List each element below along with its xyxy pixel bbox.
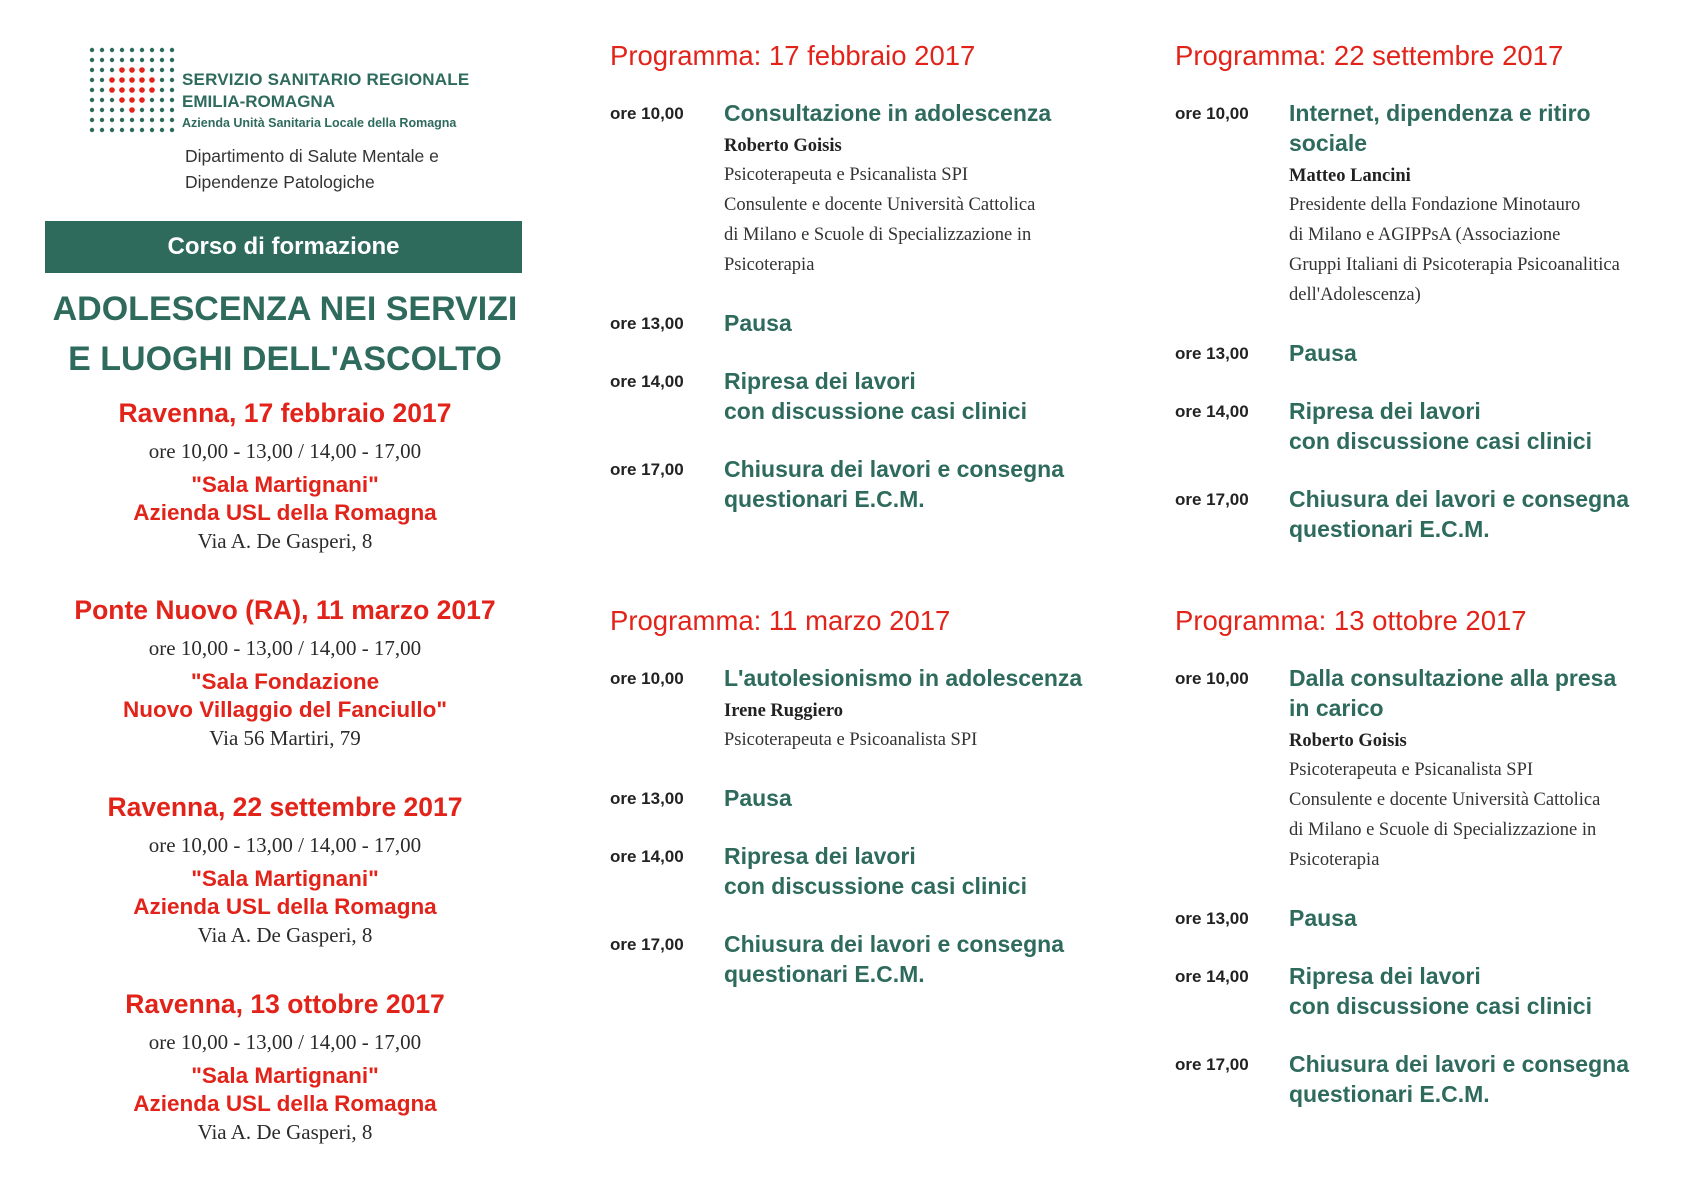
slot-title-line: Ripresa dei lavori: [724, 843, 916, 869]
logo-dot-red: [129, 67, 135, 73]
programme-title: Programma: 17 febbraio 2017: [610, 40, 976, 71]
logo-dot-green: [150, 128, 154, 132]
schedule-slot: [1175, 903, 1665, 933]
logo-dot-green: [130, 128, 134, 132]
slot-title-line: Chiusura dei lavori e consegna: [1289, 1051, 1629, 1077]
speaker-name: Roberto Goisis: [724, 136, 842, 156]
slot-title-line: Pausa: [1289, 905, 1357, 931]
logo-dot-green: [90, 128, 94, 132]
venue-hours: ore 10,00 - 13,00 / 14,00 - 17,00: [148, 636, 422, 660]
slot-title: [724, 783, 1100, 813]
slot-title-line: questionari E.C.M.: [1289, 516, 1490, 542]
slot-title: [724, 454, 1100, 514]
slot-time: ore 13,00: [1175, 344, 1249, 363]
schedule-slot: [1175, 338, 1665, 368]
slot-title: [1289, 338, 1665, 368]
logo-dot-red: [119, 67, 125, 73]
slot-title-line: Chiusura dei lavori e consegna: [724, 931, 1064, 957]
speaker-role: [724, 725, 1100, 755]
logo-dot-green: [150, 108, 154, 112]
slot-title: [1289, 484, 1665, 544]
venue-hours: ore 10,00 - 13,00 / 14,00 - 17,00: [148, 1030, 422, 1054]
venue-name-line-2: Azienda USL della Romagna: [133, 500, 437, 525]
logo-dot-green: [170, 88, 174, 92]
logo-dot-green: [170, 68, 174, 72]
logo-dot-green: [90, 108, 94, 112]
logo-dot-green: [170, 108, 174, 112]
speaker-role-line: Consulente e docente Università Cattolica: [1289, 790, 1601, 810]
logo-dot-green: [100, 78, 104, 82]
schedule-slot: [610, 98, 1100, 280]
logo-dot-grid-icon: [87, 45, 177, 135]
programme-title: Programma: 11 marzo 2017: [610, 605, 951, 636]
slot-title-line: in carico: [1289, 695, 1384, 721]
venue-date: Ravenna, 17 febbraio 2017: [118, 398, 452, 428]
logo-dot-red: [139, 67, 145, 73]
logo-dot-green: [100, 128, 104, 132]
venue-address: Via 56 Martiri, 79: [209, 726, 361, 750]
logo: [44, 40, 524, 190]
venue-block: [30, 397, 540, 555]
logo-dot-green: [120, 48, 124, 52]
slot-time: ore 14,00: [610, 372, 684, 391]
venue-name-line-1: "Sala Fondazione: [190, 669, 380, 694]
slot-title-line: L'autolesionismo in adolescenza: [724, 665, 1083, 691]
programme-13-ottobre: [1175, 605, 1665, 1109]
speaker-role-line: Psicoterapia: [1289, 850, 1380, 870]
programme-title: Programma: 22 settembre 2017: [1175, 40, 1564, 71]
course-label: Corso di formazione: [45, 221, 522, 273]
logo-dot-green: [170, 58, 174, 62]
slot-title: [1289, 396, 1665, 456]
schedule-slot: [610, 929, 1100, 989]
slot-title-line: questionari E.C.M.: [724, 486, 925, 512]
slot-title-line: Consultazione in adolescenza: [724, 100, 1052, 126]
logo-dot-green: [110, 118, 114, 122]
logo-dot-red: [139, 97, 145, 103]
logo-dot-green: [110, 48, 114, 52]
slot-title-line: Dalla consultazione alla presa: [1289, 665, 1617, 691]
logo-dot-green: [90, 58, 94, 62]
logo-dot-green: [130, 58, 134, 62]
slot-title: [1289, 961, 1665, 1021]
logo-dot-red: [139, 87, 145, 93]
logo-dot-red: [149, 77, 155, 83]
speaker-role-line: di Milano e Scuole di Specializzazione in: [1289, 820, 1597, 840]
slot-title-line: questionari E.C.M.: [724, 961, 925, 987]
logo-dot-green: [160, 48, 164, 52]
slot-title: [1289, 903, 1665, 933]
logo-dot-green: [140, 48, 144, 52]
logo-dot-green: [90, 68, 94, 72]
logo-dot-green: [160, 98, 164, 102]
venue-address: Via A. De Gasperi, 8: [197, 1120, 373, 1144]
schedule-slot: [1175, 396, 1665, 456]
slot-title: [1289, 98, 1665, 158]
speaker-role-line: Psicoterapeuta e Psicanalista SPI: [724, 165, 969, 185]
speaker-role: [1289, 755, 1665, 875]
logo-dot-green: [120, 58, 124, 62]
slot-time: ore 17,00: [610, 460, 684, 479]
programme-11-marzo: [610, 605, 1100, 989]
slot-title-line: questionari E.C.M.: [1289, 1081, 1490, 1107]
schedule-slot: [1175, 484, 1665, 544]
slot-title-line: Pausa: [1289, 340, 1357, 366]
logo-dot-green: [110, 108, 114, 112]
slot-time: ore 10,00: [1175, 669, 1249, 688]
logo-dot-green: [170, 78, 174, 82]
slot-title: [724, 663, 1100, 693]
department-line-1: Dipartimento di Salute Mentale e: [185, 146, 439, 166]
venue-block: [30, 791, 540, 949]
slot-time: ore 10,00: [610, 104, 684, 123]
slot-title: [724, 98, 1100, 128]
logo-dot-green: [140, 118, 144, 122]
speaker-role: [724, 160, 1100, 280]
slot-time: ore 14,00: [1175, 402, 1249, 421]
logo-dot-red: [119, 77, 125, 83]
logo-dot-red: [129, 87, 135, 93]
schedule-slot: [610, 663, 1100, 755]
logo-dot-green: [170, 118, 174, 122]
venue-block: [30, 988, 540, 1146]
logo-line-3: Azienda Unità Sanitaria Locale della Romagna: [182, 116, 457, 130]
logo-dot-green: [150, 98, 154, 102]
slot-title-line: con discussione casi clinici: [724, 398, 1027, 424]
speaker-role-line: dell'Adolescenza): [1289, 285, 1421, 305]
venue-date: Ravenna, 22 settembre 2017: [107, 792, 463, 822]
logo-dot-red: [129, 97, 135, 103]
slot-title-line: con discussione casi clinici: [724, 873, 1027, 899]
logo-dot-red: [109, 87, 115, 93]
logo-dot-green: [160, 68, 164, 72]
logo-dot-green: [150, 48, 154, 52]
logo-dot-red: [129, 107, 135, 113]
logo-dot-red: [139, 77, 145, 83]
slot-title: [724, 308, 1100, 338]
speaker-role-line: Consulente e docente Università Cattolica: [724, 195, 1036, 215]
venue-block: [30, 594, 540, 752]
logo-dot-green: [130, 118, 134, 122]
slot-title-line: Ripresa dei lavori: [724, 368, 916, 394]
schedule-slot: [1175, 98, 1665, 310]
logo-dot-green: [90, 98, 94, 102]
schedule-slot: [610, 783, 1100, 813]
logo-dot-green: [100, 108, 104, 112]
speaker-role-line: Gruppi Italiani di Psicoterapia Psicoanalitica: [1289, 255, 1620, 275]
slot-time: ore 13,00: [610, 314, 684, 333]
logo-dot-green: [90, 48, 94, 52]
slot-title: [1289, 1049, 1665, 1109]
slot-time: ore 17,00: [1175, 490, 1249, 509]
venue-address: Via A. De Gasperi, 8: [197, 923, 373, 947]
venue-hours: ore 10,00 - 13,00 / 14,00 - 17,00: [148, 439, 422, 463]
slot-title-line: Ripresa dei lavori: [1289, 398, 1481, 424]
department-line-2: Dipendenze Patologiche: [185, 172, 375, 192]
venue-name-line-1: "Sala Martignani": [191, 866, 379, 891]
programme-22-settembre: [1175, 40, 1665, 544]
slot-time: ore 17,00: [1175, 1055, 1249, 1074]
logo-dot-green: [160, 128, 164, 132]
logo-dot-green: [120, 118, 124, 122]
slot-time: ore 10,00: [1175, 104, 1249, 123]
venue-date: Ravenna, 13 ottobre 2017: [125, 989, 445, 1019]
speaker-role-line: Presidente della Fondazione Minotauro: [1289, 195, 1581, 215]
speaker-role-line: Psicoterapia: [724, 255, 815, 275]
speaker-name: Irene Ruggiero: [724, 701, 844, 721]
slot-time: ore 17,00: [610, 935, 684, 954]
speaker-role-line: di Milano e AGIPPsA (Associazione: [1289, 225, 1561, 245]
speaker-role: [1289, 190, 1665, 310]
logo-dot-green: [100, 48, 104, 52]
schedule-slot: [610, 454, 1100, 514]
logo-dot-green: [130, 48, 134, 52]
schedule-slot: [610, 308, 1100, 338]
venue-name-line-1: "Sala Martignani": [191, 472, 379, 497]
logo-dot-green: [90, 78, 94, 82]
venue-name-line-2: Azienda USL della Romagna: [133, 894, 437, 919]
logo-dot-green: [100, 68, 104, 72]
logo-dot-red: [119, 87, 125, 93]
event-title-line-1: ADOLESCENZA NEI SERVIZI: [52, 290, 518, 328]
slot-title-line: con discussione casi clinici: [1289, 428, 1592, 454]
logo-dot-red: [119, 97, 125, 103]
logo-dot-green: [170, 128, 174, 132]
logo-dot-green: [170, 48, 174, 52]
schedule-slot: [1175, 663, 1665, 875]
slot-title-line: Pausa: [724, 785, 792, 811]
venue-address: Via A. De Gasperi, 8: [197, 529, 373, 553]
logo-dot-green: [170, 98, 174, 102]
slot-time: ore 13,00: [1175, 909, 1249, 928]
slot-title-line: con discussione casi clinici: [1289, 993, 1592, 1019]
schedule-slot: [1175, 1049, 1665, 1109]
logo-dot-green: [160, 58, 164, 62]
logo-dot-green: [100, 98, 104, 102]
logo-dot-green: [90, 118, 94, 122]
slot-title-line: sociale: [1289, 130, 1367, 156]
slot-time: ore 10,00: [610, 669, 684, 688]
venue-name-line-2: Azienda USL della Romagna: [133, 1091, 437, 1116]
programme-17-febbraio: [610, 40, 1100, 514]
slot-time: ore 14,00: [610, 847, 684, 866]
schedule-slot: [610, 841, 1100, 901]
logo-dot-green: [110, 68, 114, 72]
logo-dot-green: [90, 88, 94, 92]
venue-hours: ore 10,00 - 13,00 / 14,00 - 17,00: [148, 833, 422, 857]
logo-dot-green: [100, 88, 104, 92]
logo-dot-green: [100, 58, 104, 62]
logo-dot-green: [110, 58, 114, 62]
slot-title-line: Ripresa dei lavori: [1289, 963, 1481, 989]
logo-dot-green: [140, 128, 144, 132]
schedule-slot: [610, 366, 1100, 426]
logo-dot-green: [140, 108, 144, 112]
speaker-role-line: di Milano e Scuole di Specializzazione in: [724, 225, 1032, 245]
slot-title: [724, 841, 1100, 901]
logo-dot-red: [129, 77, 135, 83]
logo-dot-red: [109, 77, 115, 83]
speaker-name: Roberto Goisis: [1289, 731, 1407, 751]
slot-title-line: Chiusura dei lavori e consegna: [724, 456, 1064, 482]
venue-name-line-2: Nuovo Villaggio del Fanciullo": [122, 697, 448, 722]
logo-dot-green: [160, 78, 164, 82]
logo-dot-green: [160, 88, 164, 92]
speaker-role-line: Psicoterapeuta e Psicoanalista SPI: [724, 730, 978, 750]
logo-dot-green: [120, 108, 124, 112]
slot-time: ore 13,00: [610, 789, 684, 808]
slot-title: [1289, 663, 1665, 723]
slot-title-line: Pausa: [724, 310, 792, 336]
logo-dot-green: [140, 58, 144, 62]
logo-dot-green: [150, 58, 154, 62]
venue-name-line-1: "Sala Martignani": [191, 1063, 379, 1088]
schedule-slot: [1175, 961, 1665, 1021]
programme-title: Programma: 13 ottobre 2017: [1175, 605, 1527, 636]
slot-title: [724, 929, 1100, 989]
logo-dot-green: [150, 118, 154, 122]
speaker-name: Matteo Lancini: [1289, 166, 1411, 186]
slot-title-line: Internet, dipendenza e ritiro: [1289, 100, 1591, 126]
logo-dot-red: [149, 87, 155, 93]
logo-dot-green: [110, 128, 114, 132]
logo-dot-green: [160, 118, 164, 122]
logo-line-2: EMILIA-ROMAGNA: [182, 92, 335, 111]
logo-dot-green: [160, 108, 164, 112]
slot-time: ore 14,00: [1175, 967, 1249, 986]
slot-title-line: Chiusura dei lavori e consegna: [1289, 486, 1629, 512]
event-title-line-2: E LUOGHI DELL'ASCOLTO: [68, 340, 502, 378]
logo-dot-green: [150, 68, 154, 72]
logo-dot-green: [100, 118, 104, 122]
speaker-role-line: Psicoterapeuta e Psicanalista SPI: [1289, 760, 1534, 780]
logo-line-1: SERVIZIO SANITARIO REGIONALE: [182, 70, 470, 89]
logo-dot-green: [110, 98, 114, 102]
slot-title: [724, 366, 1100, 426]
venue-date: Ponte Nuovo (RA), 11 marzo 2017: [74, 595, 496, 625]
logo-dot-green: [120, 128, 124, 132]
